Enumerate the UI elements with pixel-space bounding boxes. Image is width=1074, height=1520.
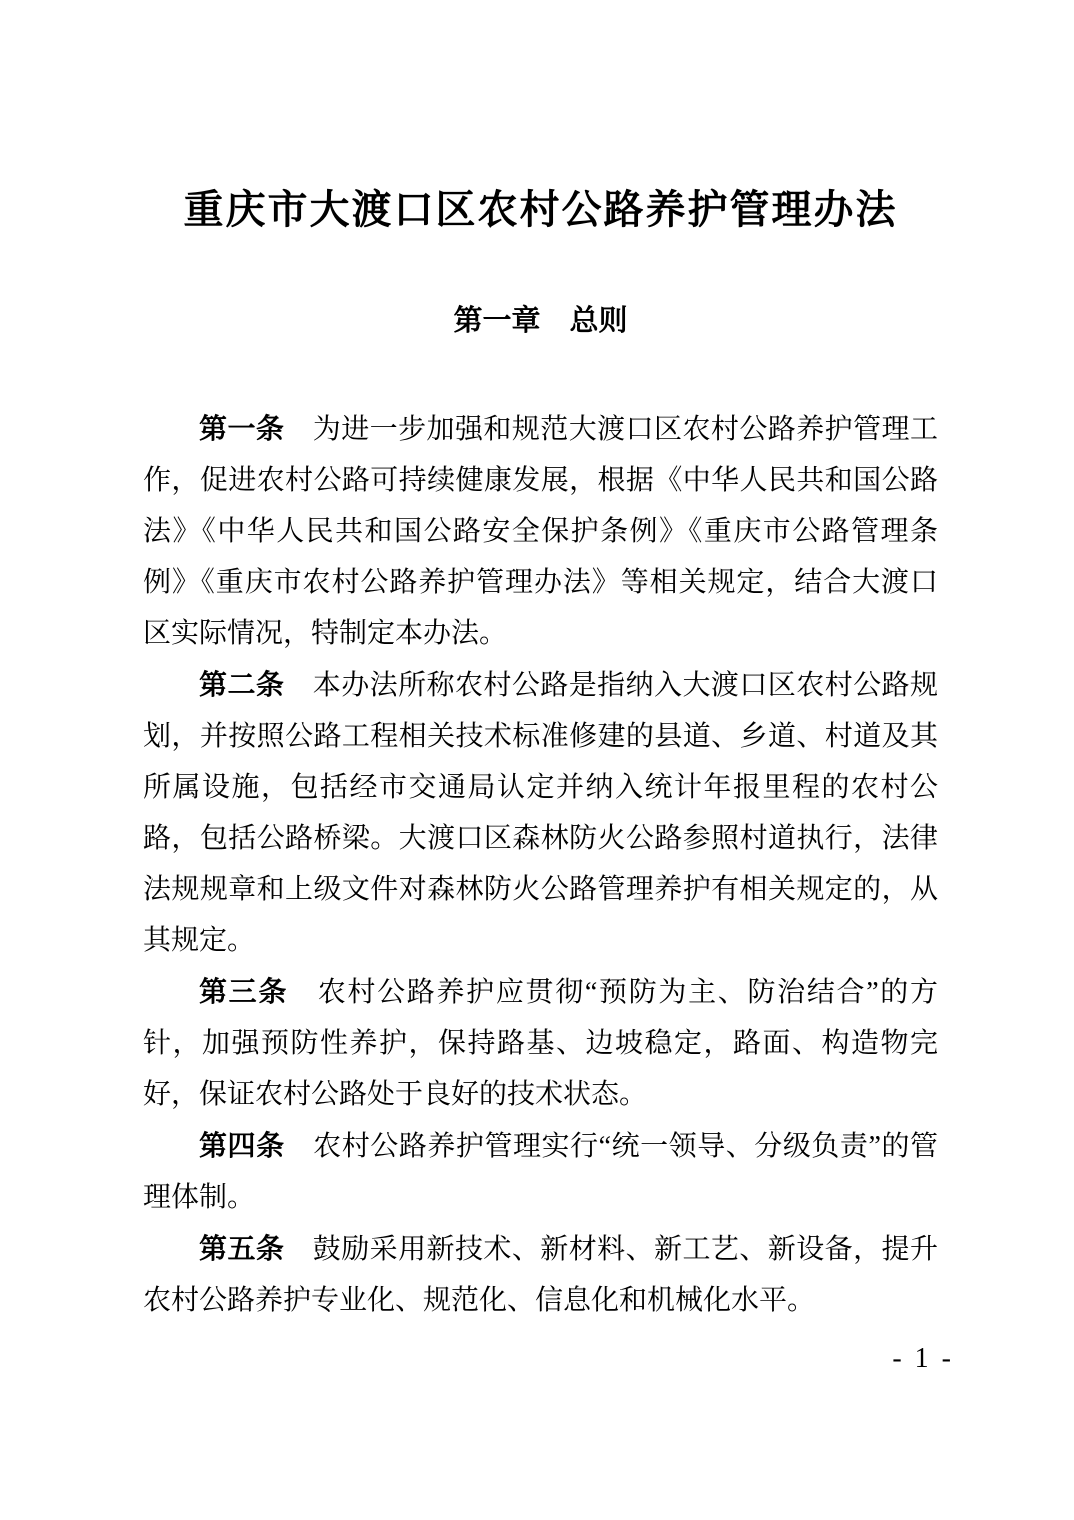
article-4-text: 农村公路养护管理实行“统一领导、分级负责”的管理体制。 xyxy=(143,1131,938,1213)
article-5-label: 第五条 xyxy=(199,1233,285,1264)
article-5-text: 鼓励采用新技术、新材料、新工艺、新设备，提升农村公路养护专业化、规范化、信息化和机械化水平。 xyxy=(143,1234,938,1316)
article-3-text: 农村公路养护应贯彻“预防为主、防治结合”的方针，加强预防性养护，保持路基、边坡稳定，路面、构造物完好，保证农村公路处于良好的技术状态。 xyxy=(143,977,938,1110)
article-2 xyxy=(143,659,938,966)
article-1-label: 第一条 xyxy=(199,413,285,444)
article-5 xyxy=(143,1223,938,1326)
article-3 xyxy=(143,966,938,1120)
article-4-label: 第四条 xyxy=(199,1130,285,1161)
page-number: - 1 - xyxy=(892,1343,954,1374)
article-3-label: 第三条 xyxy=(199,976,289,1007)
article-1-text: 为进一步加强和规范大渡口区农村公路养护管理工作，促进农村公路可持续健康发展，根据《中华人民共和国公路法》《中华人民共和国公路安全保护条例》《重庆市公路管理条例》《重庆市农村公路养护管理办法》等相关规定，结合大渡口区实际情况，特制定本办法。 xyxy=(143,414,938,649)
article-2-text: 本办法所称农村公路是指纳入大渡口区农村公路规划，并按照公路工程相关技术标准修建的县道、乡道、村道及其所属设施，包括经市交通局认定并纳入统计年报里程的农村公路，包括公路桥梁。大渡口区森林防火公路参照村道执行，法律法规规章和上级文件对森林防火公路管理养护有相关规定的，从其规定。 xyxy=(143,670,938,956)
article-2-label: 第二条 xyxy=(199,669,285,700)
article-4 xyxy=(143,1120,938,1223)
document-content xyxy=(143,0,938,1326)
document-title: 重庆市大渡口区农村公路养护管理办法 xyxy=(183,187,898,232)
chapter-heading: 第一章 总则 xyxy=(453,305,628,337)
document-body xyxy=(143,403,938,1326)
article-1 xyxy=(143,403,938,659)
